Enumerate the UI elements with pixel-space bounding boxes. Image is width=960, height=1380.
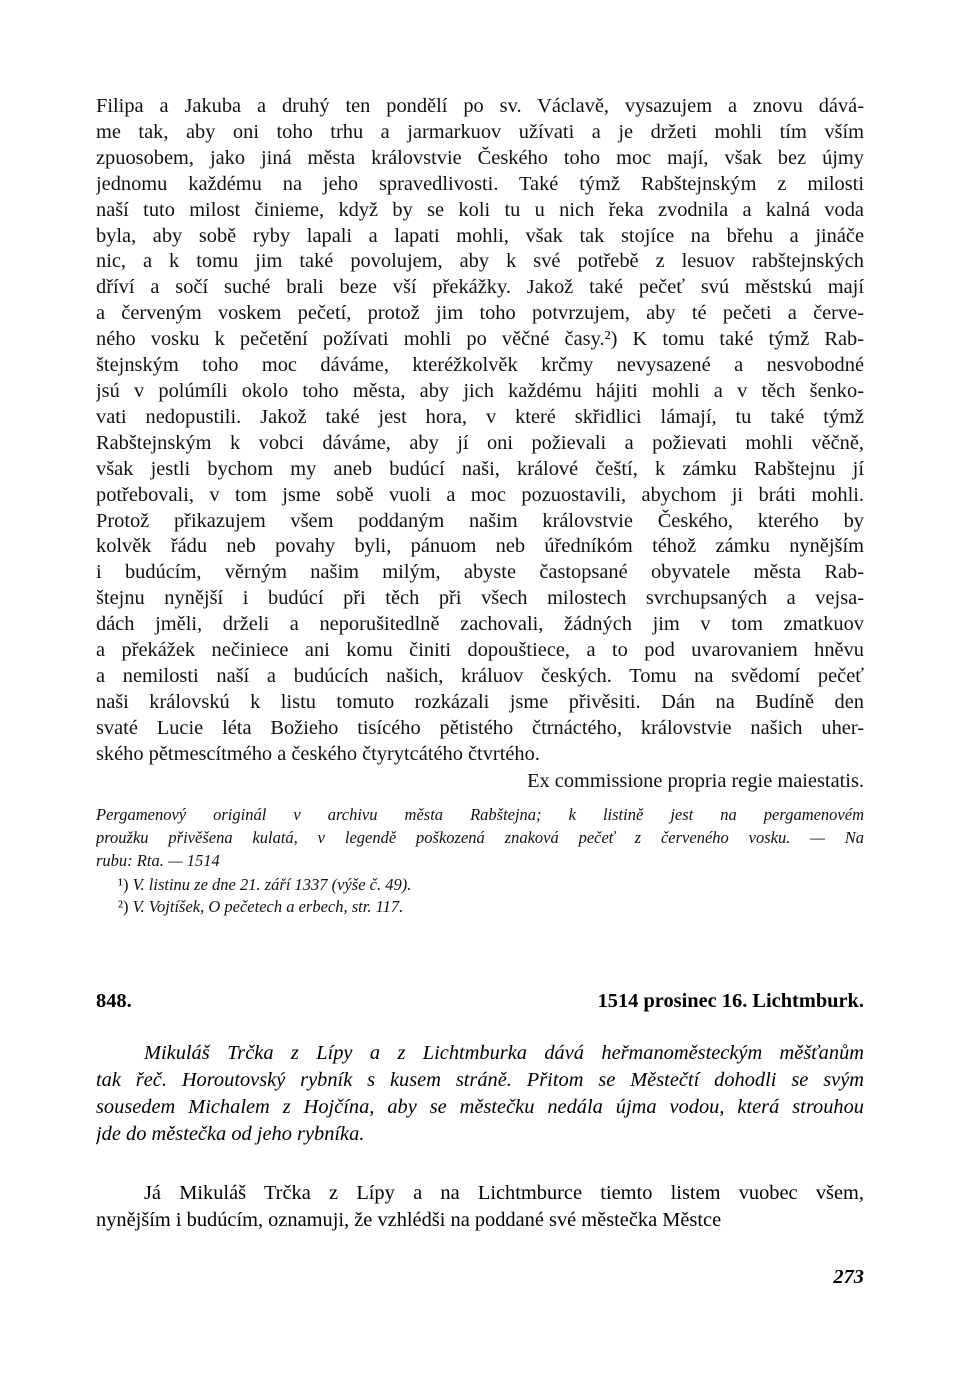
footnote <box>118 896 864 918</box>
entry-abstract <box>96 1040 864 1148</box>
document-page <box>96 94 864 918</box>
text-line: i budúcím, věrným našim milým, abyste častopsané obyvatele města Rab- <box>96 561 864 584</box>
note-line: rubu: Rta. — 1514 <box>96 850 220 870</box>
abstract-line: sousedem Michalem z Hojčína, aby se městečku nedála újma vodou, která strouhou <box>96 1096 864 1118</box>
text-line: Protož přikazujem všem poddaným našim královstvie Českého, kterého by <box>96 509 864 532</box>
commission-line: Ex commissione propria regie maiestatis. <box>527 769 864 792</box>
footnote-text: V. Vojtíšek, O pečetech a erbech, str. 117. <box>132 896 404 916</box>
text-line: jsú v polúmíli okolo toho města, aby jich každému hájiti mohli a v těch šenko- <box>96 379 864 402</box>
text-line: vati nedopustili. Jakož také jest hora, v které skřidlici lámají, tu také týmž <box>96 405 864 428</box>
text-line: jednomu každému na jeho spravedlivosti. Také týmž Rabštejnským z milosti <box>96 172 864 195</box>
charter-text <box>96 94 864 768</box>
note-line: proužku přivěšena kulatá, v legendě poškozená znaková pečeť z červeného vosku. — Na <box>96 827 864 847</box>
text-line: štejnu nynější i budúcí při těch při všech milostech svrchupsaných a vejsa- <box>96 587 864 610</box>
footnote-text: V. listinu ze dne 21. září 1337 (výše č. 49). <box>132 874 412 894</box>
text-line: byla, aby sobě ryby lapali a lapati mohli, však tak stojíce na břehu a jináče <box>96 224 864 247</box>
abstract-line: tak řeč. Horoutovský rybník s kusem stráně. Přitom se Městečtí dohodli se svým <box>96 1069 864 1091</box>
entry-number: 848. <box>96 990 132 1012</box>
text-line: Filipa a Jakuba a druhý ten pondělí po sv. Václavě, vysazujem a znovu dává- <box>96 95 864 117</box>
text-line: ského pětmescítmého a českého čtyrytcátého čtvrtého. <box>96 742 540 765</box>
text-line: nynějším i budúcím, oznamuji, že vzhlédši na poddané své městečka Městce <box>96 1209 722 1231</box>
text-line: dách jměli, drželi a neporušitedlně zachovali, žádných jim v tom zmatkuov <box>96 613 864 636</box>
footnote-mark: ²) <box>118 896 129 916</box>
entry-heading <box>96 990 864 1013</box>
text-line: naši královskú k listu tomuto rozkázali jsme přivěsiti. Dán na Budíně den <box>96 690 864 713</box>
footnote <box>118 874 864 896</box>
abstract-line: jde do městečka od jeho rybníka. <box>96 1123 365 1145</box>
entry-date: 1514 prosinec 16. Lichtmburk. <box>597 990 864 1012</box>
text-line: štejnským toho moc dáváme, kteréžkolvěk krčmy nevysazené a nesvobodné <box>96 354 864 377</box>
text-line: svaté Lucie léta Božieho tisícého pětistého čtrnáctého, královstvie našich uher- <box>96 716 864 739</box>
page-number: 273 <box>833 1266 864 1288</box>
abstract-line: Mikuláš Trčka z Lípy a z Lichtmburka dává heřmanoměsteckým měšťanům <box>144 1042 864 1064</box>
text-line: a překážek nečiniece ani komu činiti dopouštiece, a to pod uvarovaniem hněvu <box>96 639 864 662</box>
text-line: Já Mikuláš Trčka z Lípy a na Lichtmburce tiemto listem vuobec všem, <box>144 1182 864 1204</box>
text-line: kolvěk řádu neb povahy byli, pánuom neb úředníkóm téhož zámku nynějším <box>96 535 864 558</box>
text-line: naší tuto milost činieme, když by se koli tu u nich řeka zvodnila a kalná voda <box>96 198 864 221</box>
text-line: dříví a sočí suché brali beze vší překážky. Jakož také pečeť svú městskú mají <box>96 276 864 299</box>
source-note <box>96 803 864 872</box>
footnotes <box>96 874 864 918</box>
text-line: ného vosku k pečetění požívati mohli po věčné časy.²) K tomu také týmž Rab- <box>96 328 864 351</box>
text-line: však jestli bychom my aneb budúcí naši, králové čeští, k zámku Rabštejnu jí <box>96 457 864 480</box>
text-line: zpuosobem, jako jiná města královstvie Českého toho moc mají, však bez újmy <box>96 146 864 169</box>
text-line: a červeným voskem pečetí, protož jim toho potvrzujem, aby té pečeti a červe- <box>96 302 864 325</box>
footnote-mark: ¹) <box>118 874 129 894</box>
text-line: Rabštejnským k vobci dáváme, aby jí oni požievali a požievati mohli věčně, <box>96 431 864 454</box>
text-line: me tak, aby oni toho trhu a jarmarkuov užívati a je držeti mohli tím vším <box>96 120 864 143</box>
text-line: potřebovali, v tom jsme sobě vuoli a moc pozuostavili, abychom ji bráti mohli. <box>96 483 864 506</box>
text-line: nic, a k tomu jim také povolujem, aby k své potřebě z lesuov rabštejnských <box>96 250 864 273</box>
entry-text <box>96 1180 864 1234</box>
note-line: Pergamenový originál v archivu města Rabštejna; k listině jest na pergamenovém <box>96 804 864 824</box>
text-line: a nemilosti naší a budúcích našich, králuov českých. Tomu na svědomí pečeť <box>96 664 864 687</box>
